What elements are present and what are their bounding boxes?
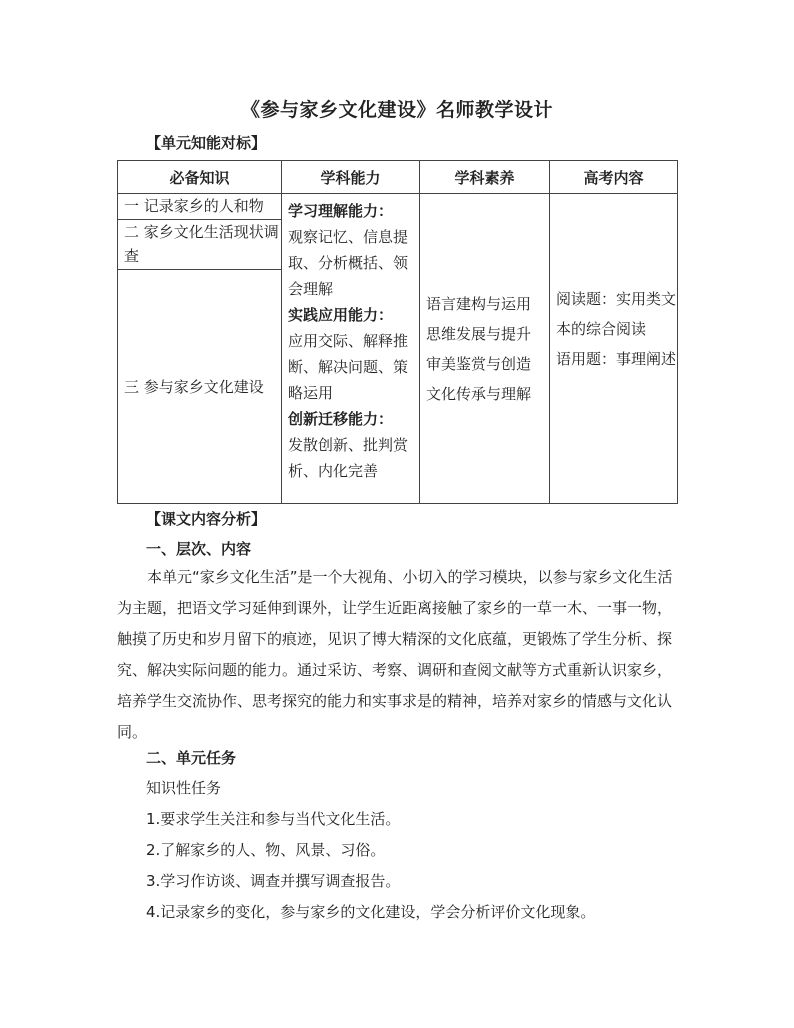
literacy-item-4: 文化传承与理解: [426, 384, 532, 403]
table-row: [118, 194, 678, 220]
exam-cell: [550, 194, 678, 504]
section-heading-unit-targets: 【单元知能对标】: [146, 134, 267, 152]
section-heading-text-analysis: 【课文内容分析】: [146, 510, 267, 528]
task-item-4: 4.记录家乡的变化，参与家乡的文化建设，学会分析评价文化现象。: [146, 903, 596, 921]
subheading-unit-tasks: 二、单元任务: [146, 749, 237, 767]
ability-text-2: 应用交际、解释推断、解决问题、策略运用: [288, 332, 409, 402]
paragraph-text: 本单元“家乡文化生活”是一个大视角、小切入的学习模块，以参与家乡文化生活为主题，把语文学习延伸到课外，让学生近距离接触了家乡的一草一木、一事一物，触摸了历史和岁月留下的痕迹，见识了博大精深的文化底蕴，更锻炼了学生分析、探究、解决实际问题的能力。通过采访、考察、调研和查阅文献等方式重新认识家乡，培养学生交流协作、思考探究的能力和实事求是的精神，培养对家乡的情感与文化认同。: [117, 568, 673, 741]
task-item-1: 1.要求学生关注和参与当代文化生活。: [146, 810, 401, 828]
knowledge-item-2: 二 家乡文化生活现状调查: [118, 220, 282, 270]
unit-description-paragraph: [117, 562, 679, 748]
header-knowledge: 必备知识: [118, 161, 282, 194]
exam-item-2: 语用题：事理阐述: [556, 349, 677, 368]
ability-heading-2: 实践应用能力：: [288, 306, 394, 324]
page-title: 《参与家乡文化建设》名师教学设计: [240, 99, 553, 121]
header-exam: 高考内容: [550, 161, 678, 194]
knowledge-item-3: 三 参与家乡文化建设: [118, 270, 282, 504]
ability-heading-3: 创新迁移能力：: [288, 410, 394, 428]
ability-text-3: 发散创新、批判赏析、内化完善: [288, 436, 409, 480]
exam-item-1: 阅读题：实用类文本的综合阅读: [556, 289, 677, 338]
literacy-item-3: 审美鉴赏与创造: [426, 354, 532, 373]
unit-target-table: [117, 160, 678, 504]
knowledge-item-1: 一 记录家乡的人和物: [118, 194, 282, 220]
task-heading: 知识性任务: [146, 779, 222, 797]
task-item-3: 3.学习作访谈、调查并撰写调查报告。: [146, 872, 401, 890]
table-header-row: [118, 161, 678, 194]
literacy-item-2: 思维发展与提升: [426, 324, 532, 343]
subheading-levels: 一、层次、内容: [146, 540, 252, 558]
task-item-2: 2.了解家乡的人、物、风景、习俗。: [146, 841, 386, 859]
ability-heading-1: 学习理解能力：: [288, 202, 394, 220]
literacy-item-1: 语言建构与运用: [426, 294, 532, 313]
literacy-cell: [420, 194, 550, 504]
ability-cell: [282, 194, 420, 504]
header-ability: 学科能力: [282, 161, 420, 194]
ability-text-1: 观察记忆、信息提取、分析概括、领会理解: [288, 228, 409, 298]
header-literacy: 学科素养: [420, 161, 550, 194]
